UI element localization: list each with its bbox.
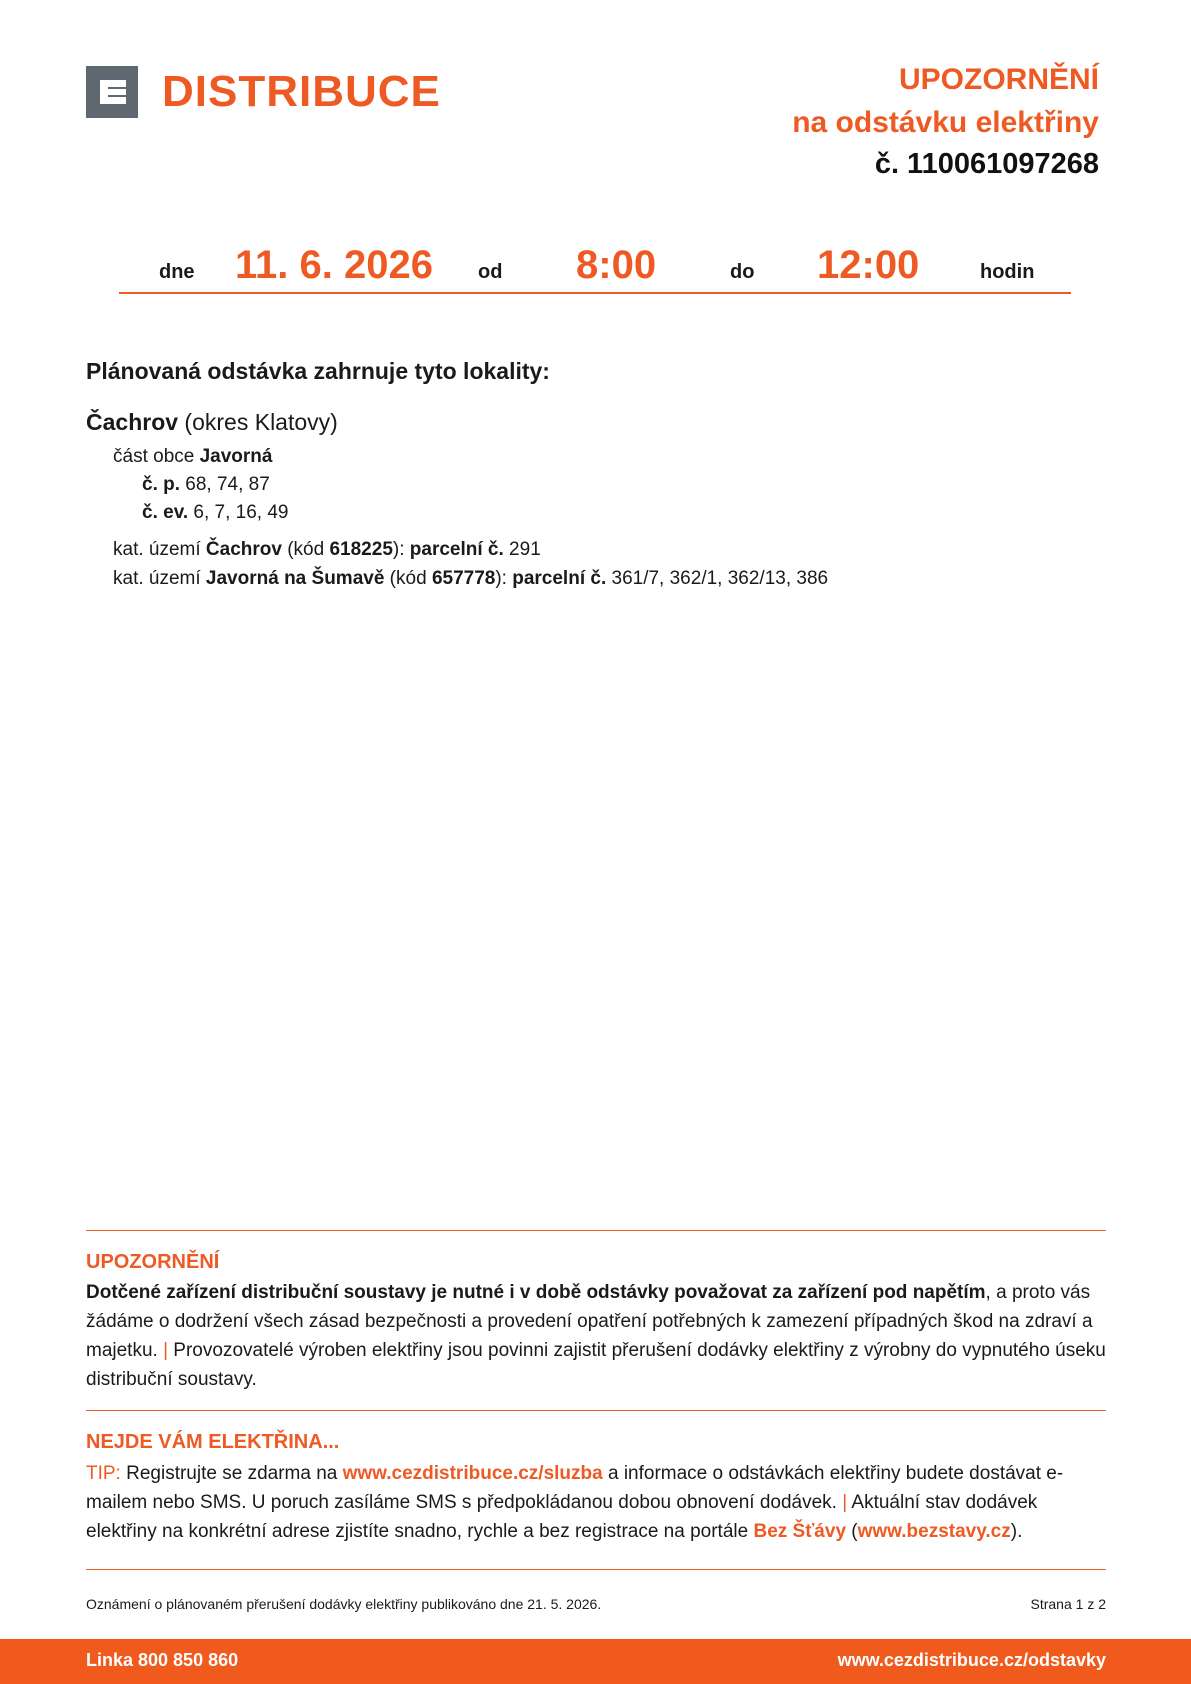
od-label: od xyxy=(478,261,503,283)
kat2-kod-prefix: (kód xyxy=(384,568,432,589)
kat-line-1 xyxy=(113,539,541,561)
nopower-text-4: ( xyxy=(846,1521,858,1542)
bezstavy-link[interactable]: www.bezstavy.cz xyxy=(857,1521,1011,1542)
notice-subtitle: na odstávku elektřiny xyxy=(792,106,1099,139)
warning-text-1: , a proto vás žádáme o dodržení všech zásad bezpečnosti a provedení opatření potřebných k zamezení případných škod na zdraví a majetku. xyxy=(86,1282,1093,1361)
part-prefix: část obce xyxy=(113,446,200,467)
part-name: Javorná xyxy=(199,446,273,467)
cez-distribuce-logo xyxy=(86,66,441,118)
outage-dateline xyxy=(119,240,1071,294)
nopower-text-1: Registrujte se zdarma na xyxy=(120,1463,343,1484)
nopower-separator: | xyxy=(842,1492,848,1513)
kat2-parc-values: 361/7, 362/1, 362/13, 386 xyxy=(606,568,829,589)
kat2-kod: 657778 xyxy=(431,568,496,589)
cp-label: č. p. xyxy=(142,474,181,495)
town-district: (okres Klatovy) xyxy=(178,409,338,435)
cp-values: 68, 74, 87 xyxy=(180,474,270,495)
nopower-text-5: ). xyxy=(1010,1521,1023,1542)
hotline: Linka 800 850 860 xyxy=(86,1650,239,1670)
divider-1 xyxy=(86,1230,1106,1231)
cev-values: 6, 7, 16, 49 xyxy=(188,502,289,523)
outage-from: 8:00 xyxy=(576,243,657,287)
kat2-prefix: kat. území xyxy=(113,568,206,589)
warning-title: UPOZORNĚNÍ xyxy=(86,1251,220,1273)
nopower-text-2: a informace o odstávkách elektřiny budete dostávat e-mailem nebo SMS. U poruch zasíláme SMS s předpokládanou dobou obnovení dodávek. xyxy=(86,1463,1064,1513)
notice-title: UPOZORNĚNÍ xyxy=(898,63,1099,96)
warning-text-2: Provozovatelé výroben elektřiny jsou povinni zajistit přerušení dodávky elektřiny z výrobny do vypnutého úseku distribuční soustavy. xyxy=(86,1340,1106,1390)
nopower-title: NEJDE VÁM ELEKTŘINA... xyxy=(86,1431,340,1453)
kat-line-2 xyxy=(113,568,828,590)
hodin-label: hodin xyxy=(980,261,1035,283)
notice-header xyxy=(792,58,1099,184)
footer-bar xyxy=(0,1639,1191,1684)
notice-number: č. 110061097268 xyxy=(874,148,1099,180)
outage-to: 12:00 xyxy=(817,243,920,287)
kat1-kod-suffix: ): xyxy=(392,539,410,560)
warning-text xyxy=(86,1278,1111,1394)
divider-2 xyxy=(86,1410,1106,1411)
page-number: Strana 1 z 2 xyxy=(1030,1596,1106,1612)
kat1-parc-values: 291 xyxy=(503,539,541,560)
logo-text: DISTRIBUCE xyxy=(162,67,441,116)
cev-label: č. ev. xyxy=(142,502,189,523)
divider-3 xyxy=(86,1569,1106,1570)
outage-date: 11. 6. 2026 xyxy=(235,243,433,287)
kat2-name: Javorná na Šumavě xyxy=(205,568,385,589)
dne-label: dne xyxy=(159,261,195,283)
kat1-kod-prefix: (kód xyxy=(281,539,330,560)
cp-line xyxy=(142,474,270,496)
part-line xyxy=(113,446,272,468)
portal-name: Bez Šťávy xyxy=(753,1521,847,1542)
kat1-parc-label: parcelní č. xyxy=(409,539,504,560)
tip-label: TIP: xyxy=(86,1463,121,1484)
kat2-kod-suffix: ): xyxy=(495,568,513,589)
kat1-prefix: kat. území xyxy=(113,539,206,560)
cez-logo-icon xyxy=(86,66,138,118)
outages-link[interactable]: www.cezdistribuce.cz/odstavky xyxy=(837,1650,1106,1670)
nopower-text xyxy=(86,1459,1111,1546)
locations-title: Plánovaná odstávka zahrnuje tyto lokality: xyxy=(86,358,550,384)
nopower-text-3: Aktuální stav dodávek elektřiny na konkrétní adrese zjistíte snadno, rychle a bez registrace na portále xyxy=(86,1492,1038,1542)
warning-bold: Dotčené zařízení distribuční soustavy je nutné i v době odstávky považovat za zařízení pod napětím xyxy=(86,1282,986,1303)
town-line xyxy=(86,409,338,436)
kat1-kod: 618225 xyxy=(329,539,393,560)
published-note: Oznámení o plánovaném přerušení dodávky elektřiny publikováno dne 21. 5. 2026. xyxy=(86,1596,602,1612)
cev-line xyxy=(142,502,289,524)
kat1-name: Čachrov xyxy=(205,539,282,560)
kat2-parc-label: parcelní č. xyxy=(512,568,607,589)
do-label: do xyxy=(730,261,755,283)
warning-separator: | xyxy=(163,1340,169,1361)
town-name: Čachrov xyxy=(86,409,179,435)
service-link[interactable]: www.cezdistribuce.cz/sluzba xyxy=(342,1463,603,1484)
